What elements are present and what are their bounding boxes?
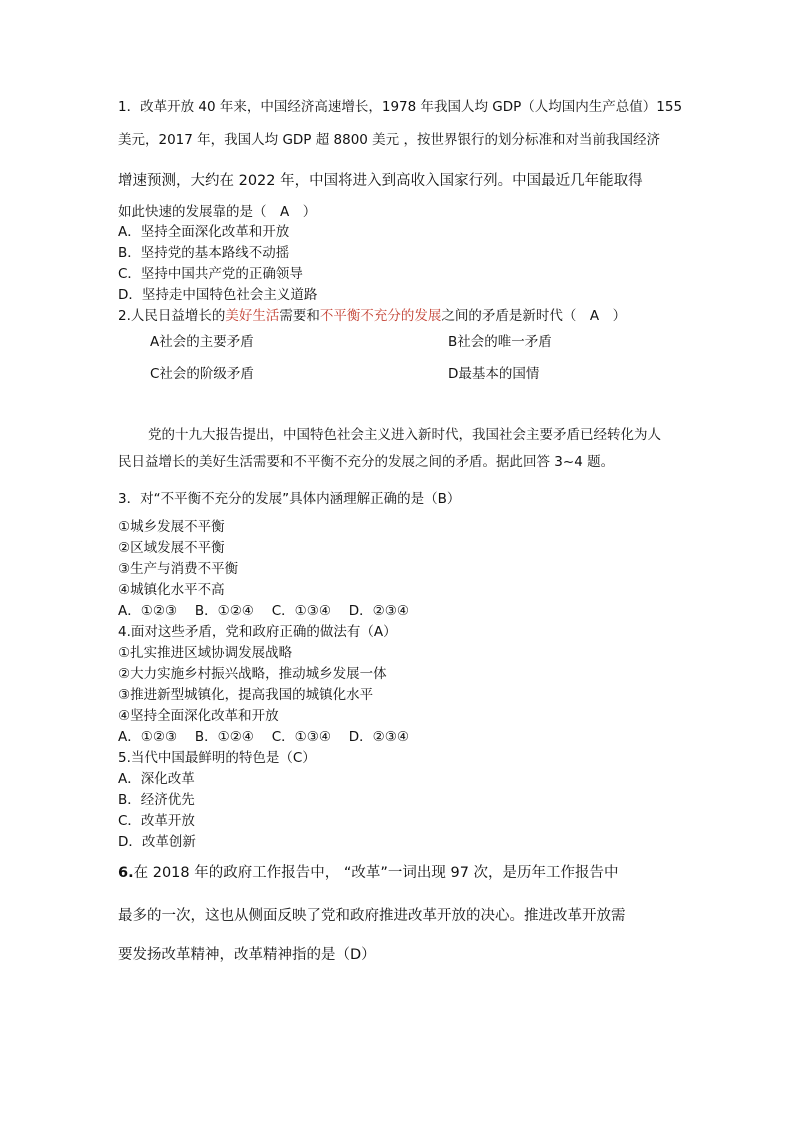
q1-option-b: B．坚持党的基本路线不动摇 <box>118 245 290 261</box>
q3-item-2: ②区域发展不平衡 <box>118 540 225 556</box>
q6-line-3: 要发扬改革精神，改革精神指的是（D） <box>118 947 376 963</box>
q1-line-1: 1．改革开放 40 年来，中国经济高速增长，1978 年我国人均 GDP（人均国内生产总值）155 <box>118 99 683 115</box>
q4-answer-options: A．①②③ B．①②④ C．①③④ D．②③④ <box>118 729 409 745</box>
q2-stem-suffix: 之间的矛盾是新时代（ A ） <box>441 308 627 324</box>
q6-line-1-text: 在 2018 年的政府工作报告中， “改革”一词出现 97 次，是历年工作报告中 <box>133 865 619 881</box>
q2-stem-prefix: 2.人民日益增长的 <box>118 308 226 324</box>
q3-item-3: ③生产与消费不平衡 <box>118 561 239 577</box>
q1-line-2: 美元，2017 年，我国人均 GDP 超 8800 美元 ，按世界银行的划分标准和对当前我国经济 <box>118 132 660 148</box>
q2-option-a: A社会的主要矛盾 <box>150 334 254 350</box>
q3-item-1: ①城乡发展不平衡 <box>118 519 225 535</box>
q6-line-1 <box>118 864 619 882</box>
q4-stem: 4.面对这些矛盾，党和政府正确的做法有（A） <box>118 624 397 640</box>
q6-line-2: 最多的一次，这也从侧面反映了党和政府推进改革开放的决心。推进改革开放需 <box>118 908 626 924</box>
q5-stem: 5.当代中国最鲜明的特色是（C） <box>118 750 316 766</box>
q2-stem-mid: 需要和 <box>279 308 320 324</box>
passage-line-1: 党的十九大报告提出，中国特色社会主义进入新时代，我国社会主要矛盾已经转化为人 <box>148 427 661 443</box>
q2-option-d: D最基本的国情 <box>448 366 540 382</box>
q2-highlight-2: 不平衡不充分的发展 <box>319 308 442 324</box>
q2-stem <box>118 307 626 325</box>
q1-option-d: D．坚持走中国特色社会主义道路 <box>118 287 318 303</box>
q4-item-2: ②大力实施乡村振兴战略，推动城乡发展一体 <box>118 666 387 682</box>
q5-option-b: B．经济优先 <box>118 792 195 808</box>
q4-item-1: ①扎实推进区域协调发展战略 <box>118 645 293 661</box>
q5-option-d: D．改革创新 <box>118 834 196 850</box>
q1-line-4: 如此快速的发展靠的是（ A ） <box>118 204 317 220</box>
q2-highlight-1: 美好生活 <box>225 308 280 324</box>
q5-option-c: C．改革开放 <box>118 813 195 829</box>
q1-option-c: C．坚持中国共产党的正确领导 <box>118 266 303 282</box>
q2-option-b: B社会的唯一矛盾 <box>448 334 552 350</box>
q5-option-a: A．深化改革 <box>118 771 195 787</box>
q3-answer-options: A．①②③ B．①②④ C．①③④ D．②③④ <box>118 603 409 619</box>
passage-line-2: 民日益增长的美好生活需要和不平衡不充分的发展之间的矛盾。据此回答 3~4 题。 <box>118 454 615 470</box>
q1-line-3: 增速预测，大约在 2022 年，中国将进入到高收入国家行列。中国最近几年能取得 <box>118 173 643 189</box>
q6-number: 6. <box>118 865 134 881</box>
q3-item-4: ④城镇化水平不高 <box>118 582 225 598</box>
q4-item-4: ④坚持全面深化改革和开放 <box>118 708 279 724</box>
q4-item-3: ③推进新型城镇化，提高我国的城镇化水平 <box>118 687 374 703</box>
q1-option-a: A．坚持全面深化改革和开放 <box>118 224 290 240</box>
q2-option-c: C社会的阶级矛盾 <box>150 366 254 382</box>
q3-stem: 3．对“不平衡不充分的发展”具体内涵理解正确的是（B） <box>118 491 461 507</box>
